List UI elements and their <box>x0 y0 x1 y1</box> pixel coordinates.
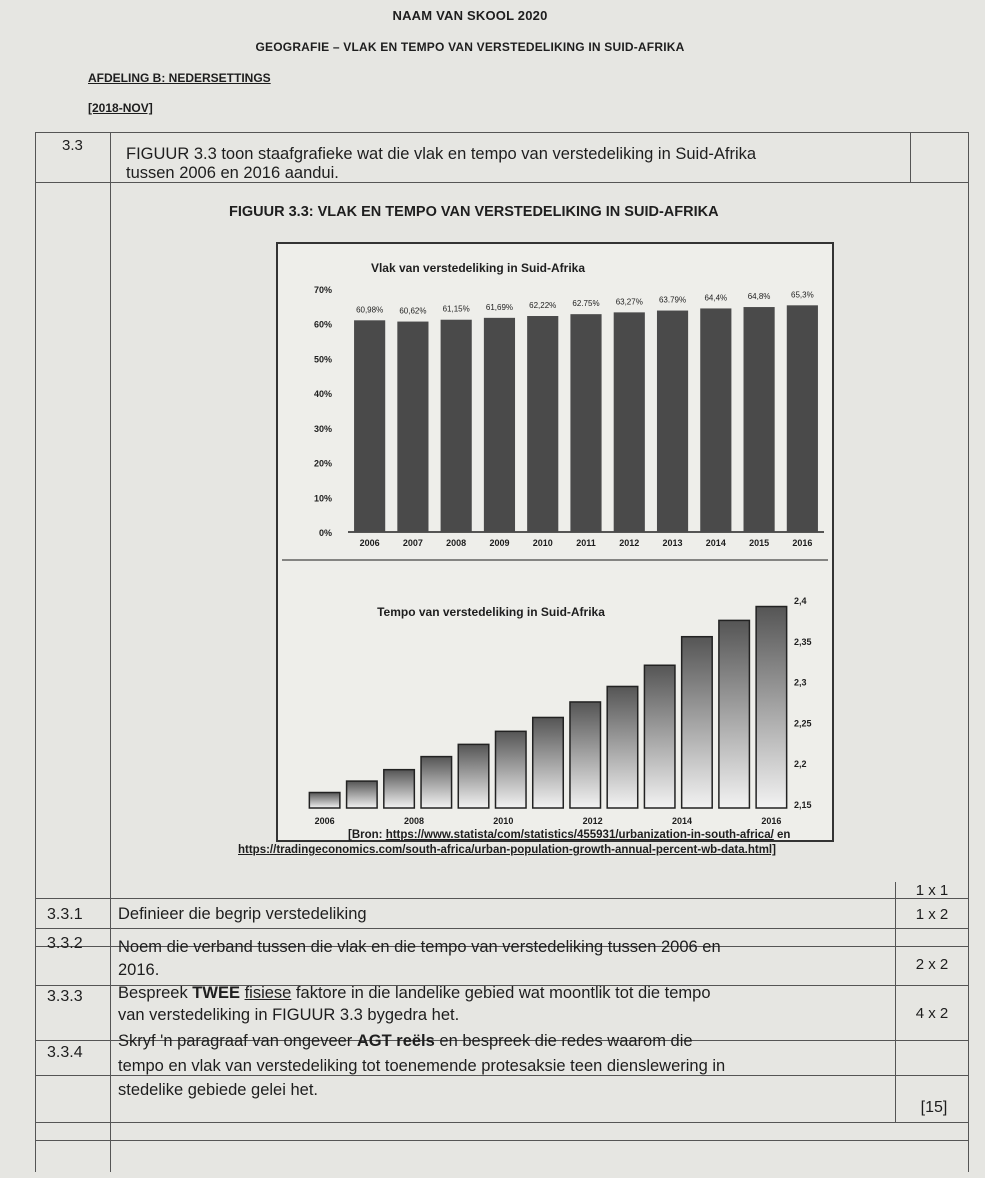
y-tick-label: 0% <box>318 528 332 538</box>
y-tick-label: 20% <box>313 458 332 469</box>
bar <box>682 637 713 808</box>
data-label: 60,62% <box>399 306 427 316</box>
x-tick-label: 2006 <box>359 538 380 548</box>
x-tick-label: 2009 <box>489 538 510 548</box>
question-number-3-3-1: 3.3.1 <box>47 906 83 923</box>
subject-title: GEOGRAFIE – VLAK EN TEMPO VAN VERSTEDELIKING IN SUID-AFRIKA <box>255 40 685 54</box>
y-tick-label: 40% <box>313 389 332 400</box>
question-intro-line2: tussen 2006 en 2016 aandui. <box>126 164 339 182</box>
data-label: 60,98% <box>356 305 384 315</box>
chart-title: Vlak van verstedeliking in Suid-Afrika <box>370 261 586 275</box>
bar <box>441 320 472 532</box>
x-tick-label: 2015 <box>749 538 770 548</box>
x-tick-label: 2008 <box>403 816 424 826</box>
marks-3-3-2: 1 x 2 <box>915 906 949 923</box>
bar <box>756 607 787 808</box>
data-label: 62,22% <box>529 301 557 311</box>
bar <box>614 312 645 532</box>
exam-reference: [2018-NOV] <box>88 101 153 115</box>
chart-title: Tempo van verstedeliking in Suid-Afrika <box>377 605 605 619</box>
section-heading: AFDELING B: NEDERSETTINGS <box>88 71 271 85</box>
y-tick-label: 2,25 <box>794 718 812 729</box>
bar <box>719 620 750 808</box>
x-tick-label: 2014 <box>705 538 726 548</box>
data-label: 63,27% <box>615 297 643 307</box>
x-tick-label: 2014 <box>672 816 693 826</box>
source-link-tradingeconomics[interactable]: https://tradingeconomics.com/south-africa/urban-population-growth-annual-percent-wb-data.html] <box>238 844 776 856</box>
bar <box>700 308 731 532</box>
figure-title: FIGUUR 3.3: VLAK EN TEMPO VAN VERSTEDELIKING IN SUID-AFRIKA <box>229 204 719 220</box>
data-label: 63.79% <box>658 295 687 305</box>
question-number-3-3-2: 3.3.2 <box>47 935 83 952</box>
bar <box>744 307 775 532</box>
school-name: NAAM VAN SKOOL 2020 <box>392 8 548 23</box>
x-tick-label: 2010 <box>532 538 553 548</box>
question-intro-line1: FIGUUR 3.3 toon staafgrafieke wat die vlak en tempo van verstedeliking in Suid-Afrika <box>126 145 757 163</box>
question-3-3-1-text: Definieer die begrip verstedeliking <box>118 905 367 923</box>
x-tick-label: 2008 <box>446 538 467 548</box>
bar <box>644 665 675 808</box>
bar <box>458 744 489 808</box>
x-tick-label: 2012 <box>582 816 603 826</box>
bar <box>607 686 638 808</box>
y-tick-label: 10% <box>313 493 332 504</box>
y-tick-label: 2,4 <box>794 596 807 606</box>
q333-post: faktore in die landelike gebied wat moontlik tot die tempo <box>291 984 711 1002</box>
bar <box>570 314 601 532</box>
marks-3-3-1: 1 x 1 <box>915 882 949 899</box>
x-tick-label: 2011 <box>576 538 596 548</box>
source-suffix: en <box>773 829 791 841</box>
question-number-3-3-4: 3.3.4 <box>47 1044 83 1061</box>
x-tick-label: 2010 <box>493 816 514 826</box>
bar <box>527 316 558 532</box>
y-tick-label: 70% <box>313 285 332 295</box>
question-3-3-4-line3: stedelike gebiede gelei het. <box>118 1081 318 1099</box>
question-3-3-3-line1 <box>118 983 711 1003</box>
bar <box>384 770 415 808</box>
bar <box>570 702 601 808</box>
total-marks: [15] <box>920 1099 948 1116</box>
bar <box>421 757 452 808</box>
marks-3-3-3: 2 x 2 <box>915 956 949 973</box>
level-chart <box>278 244 832 574</box>
tempo-chart <box>278 580 832 830</box>
y-tick-label: 2,2 <box>794 759 807 770</box>
y-tick-label: 50% <box>313 354 332 365</box>
data-label: 61,69% <box>485 302 514 312</box>
x-tick-label: 2006 <box>314 816 335 826</box>
q334-pre: Skryf 'n paragraaf van ongeveer <box>118 1032 357 1050</box>
question-3-3-2-line1: Noem die verband tussen die vlak en die tempo van verstedeliking tussen 2006 en <box>118 938 721 956</box>
q333-pre: Bespreek <box>118 984 193 1002</box>
question-3-3-2-line2: 2016. <box>118 961 160 979</box>
x-tick-label: 2012 <box>619 538 640 548</box>
bar <box>657 311 688 532</box>
bar <box>787 305 818 532</box>
bar <box>309 793 340 808</box>
source-line-2 <box>238 844 776 856</box>
bar <box>496 731 527 808</box>
x-tick-label: 2007 <box>402 538 423 548</box>
data-label: 62.75% <box>572 299 600 309</box>
question-3-3-4-line2: tempo en vlak van verstedeliking tot toenemende protesaksie teen dienslewering in <box>118 1057 726 1075</box>
x-tick-label: 2016 <box>792 538 813 548</box>
y-tick-label: 2,15 <box>794 799 812 810</box>
x-tick-label: 2016 <box>761 816 782 826</box>
figure-frame <box>276 242 834 842</box>
bar <box>533 717 564 808</box>
bar <box>347 781 378 808</box>
y-tick-label: 2,3 <box>794 677 807 688</box>
question-3-3-3-line2: van verstedeliking in FIGUUR 3.3 bygedra het. <box>118 1006 460 1024</box>
bar <box>354 320 385 532</box>
y-tick-label: 60% <box>313 319 332 330</box>
q334-post: en bespreek die redes waarom die <box>434 1032 693 1050</box>
source-prefix: [Bron: <box>348 829 386 841</box>
data-label: 61,15% <box>442 304 470 314</box>
source-line-1 <box>348 829 790 841</box>
q333-underlined: fisiese <box>244 984 292 1002</box>
question-number: 3.3 <box>62 137 83 154</box>
y-tick-label: 30% <box>313 423 332 434</box>
x-tick-label: 2013 <box>662 538 683 548</box>
data-label: 64,8% <box>747 292 771 302</box>
bar <box>484 318 515 532</box>
data-label: 64,4% <box>704 293 728 303</box>
question-3-3-4-line1 <box>118 1031 693 1051</box>
source-link-statista[interactable]: https://www.statista/com/statistics/455931/urbanization-in-south-africa/ <box>385 829 774 841</box>
y-tick-label: 2,35 <box>794 636 812 647</box>
question-number-3-3-3: 3.3.3 <box>47 988 83 1005</box>
data-label: 65,3% <box>791 290 814 300</box>
q333-bold: TWEE <box>192 984 240 1002</box>
marks-3-3-4: 4 x 2 <box>915 1005 949 1022</box>
bar <box>397 322 428 532</box>
q334-bold: AGT reëls <box>356 1032 435 1050</box>
